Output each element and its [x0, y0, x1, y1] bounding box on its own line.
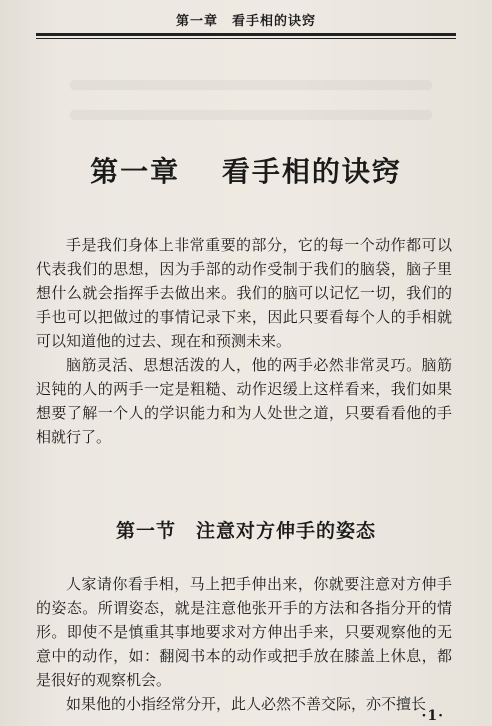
section-title: 第一节 注意对方伸手的姿态: [115, 520, 376, 542]
paragraph: 如果他的小指经常分开，此人必然不善交际，亦不擅长: [66, 695, 427, 713]
paragraph: 人家请你看手相，马上把手伸出来，你就要注意对方伸手的姿态。所谓姿态，就是注意他张开手的方法和各指分开的情形。即使不是慎重其事地要求对方伸出手来，只要观察他的无意中的动作，如：翻阅书本的动作或把手放在膝盖上休息，都是很好的观察机会。: [36, 575, 452, 689]
bleed-through-text: [70, 110, 432, 120]
page-number: ·1·: [421, 708, 444, 724]
header-rule-thick: [36, 33, 456, 36]
paragraph: 脑筋灵活、思想活泼的人，他的两手必然非常灵巧。脑筋迟钝的人的两手一定是粗糙、动作迟缓上这样看来，我们如果想要了解一个人的学识能力和为人处世之道，只要看看他的手相就行了。: [36, 356, 452, 446]
bleed-through-text: [70, 80, 432, 90]
chapter-title: 第一章 看手相的诀窍: [90, 155, 402, 188]
paragraph: 手是我们身体上非常重要的部分，它的每一个动作都可以代表我们的思想，因为手部的动作受制于我们的脑袋，脑子里想什么就会指挥手去做出来。我们的脑可以记忆一切，我们的手也可以把做过的事情记录下来，因此只要看每个人的手相就可以知道他的过去、现在和预测未来。: [36, 236, 452, 350]
header-rule-thin: [36, 38, 456, 39]
running-header: 第一章 看手相的诀窍: [175, 14, 316, 29]
